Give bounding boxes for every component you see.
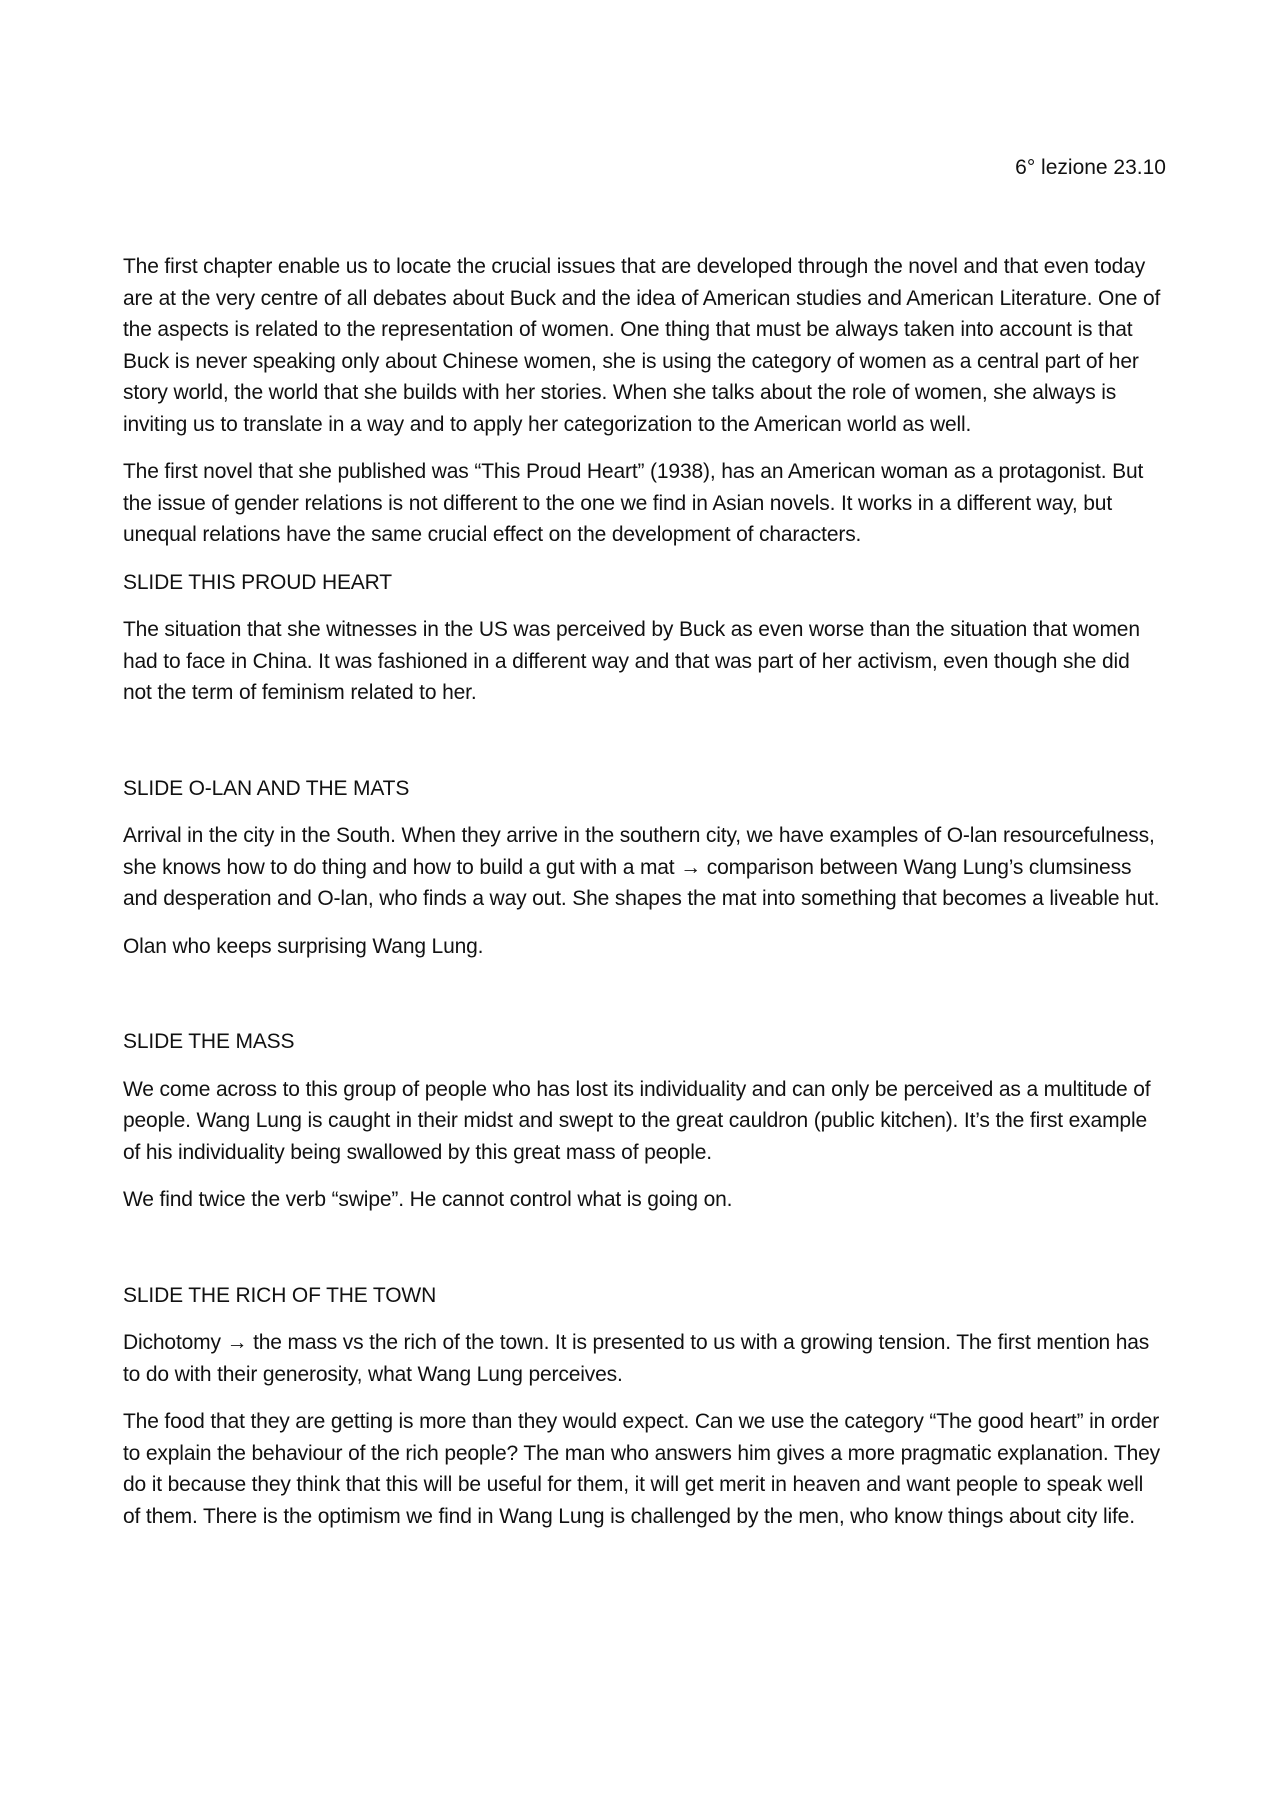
paragraph: We find twice the verb “swipe”. He cannot control what is going on. — [123, 1188, 733, 1211]
lecture-date: 6° lezione 23.10 — [1015, 156, 1166, 179]
paragraph: The first novel that she published was “This Proud Heart” (1938), has an American woman as a protagonist. But the issue of gender relations is not different to the one we find in Asian novels. It works in a different way, but unequal relations have the same crucial effect on the development of characters. — [123, 460, 1144, 546]
section-heading: SLIDE THIS PROUD HEART — [123, 570, 392, 594]
blank-line — [123, 978, 1163, 1026]
paragraph: The first chapter enable us to locate the crucial issues that are developed through the novel and that even today are at the very centre of all debates about Buck and the idea of American studies and American Literature. One of the aspects is related to the representation of women. One thing that must be always taken into account is that Buck is never speaking only about Chinese women, she is using the category of women as a central part of her story world, the world that she builds with her stories. When she talks about the role of women, she always is inviting us to translate in a way and to apply her categorization to the American world as well. — [123, 255, 1161, 436]
section-heading: SLIDE O-LAN AND THE MATS — [123, 776, 410, 800]
paragraph: Arrival in the city in the South. When they arrive in the southern city, we have examples of O-lan resourcefulness, she knows how to do thing and how to build a gut with a mat → comparison between Wang Lung’s clumsiness and desperation and O-lan, who finds a way out. She shapes the mat into something that becomes a liveable hut. — [123, 824, 1160, 910]
paragraph: The food that they are getting is more than they would expect. Can we use the category “The good heart” in order to explain the behaviour of the rich people? The man who answers him gives a more pragmatic explanation. They do it because they think that this will be useful for them, it will get merit in heaven and want people to speak well of them. There is the optimism we find in Wang Lung is challenged by the men, who know things about city life. — [123, 1410, 1160, 1528]
blank-line — [123, 725, 1163, 773]
paragraph: Olan who keeps surprising Wang Lung. — [123, 934, 484, 958]
paragraph: The situation that she witnesses in the US was perceived by Buck as even worse than the situation that women had to face in China. It was fashioned in a different way and that was part of her activism, even though she did not the term of feminism related to her. — [123, 618, 1140, 704]
blank-line — [123, 1232, 1163, 1280]
paragraph: Dichotomy → the mass vs the rich of the town. It is presented to us with a growing tension. The first mention has to do with their generosity, what Wang Lung perceives. — [123, 1331, 1150, 1386]
document-body — [123, 251, 1163, 1548]
section-heading: SLIDE THE MASS — [123, 1030, 295, 1053]
section-heading: SLIDE THE RICH OF THE TOWN — [123, 1283, 437, 1307]
paragraph: We come across to this group of people who has lost its individuality and can only be perceived as a multitude of people. Wang Lung is caught in their midst and swept to the great cauldron (public kitchen). It’s the first example of his individuality being swallowed by this great mass of people. — [123, 1077, 1151, 1164]
